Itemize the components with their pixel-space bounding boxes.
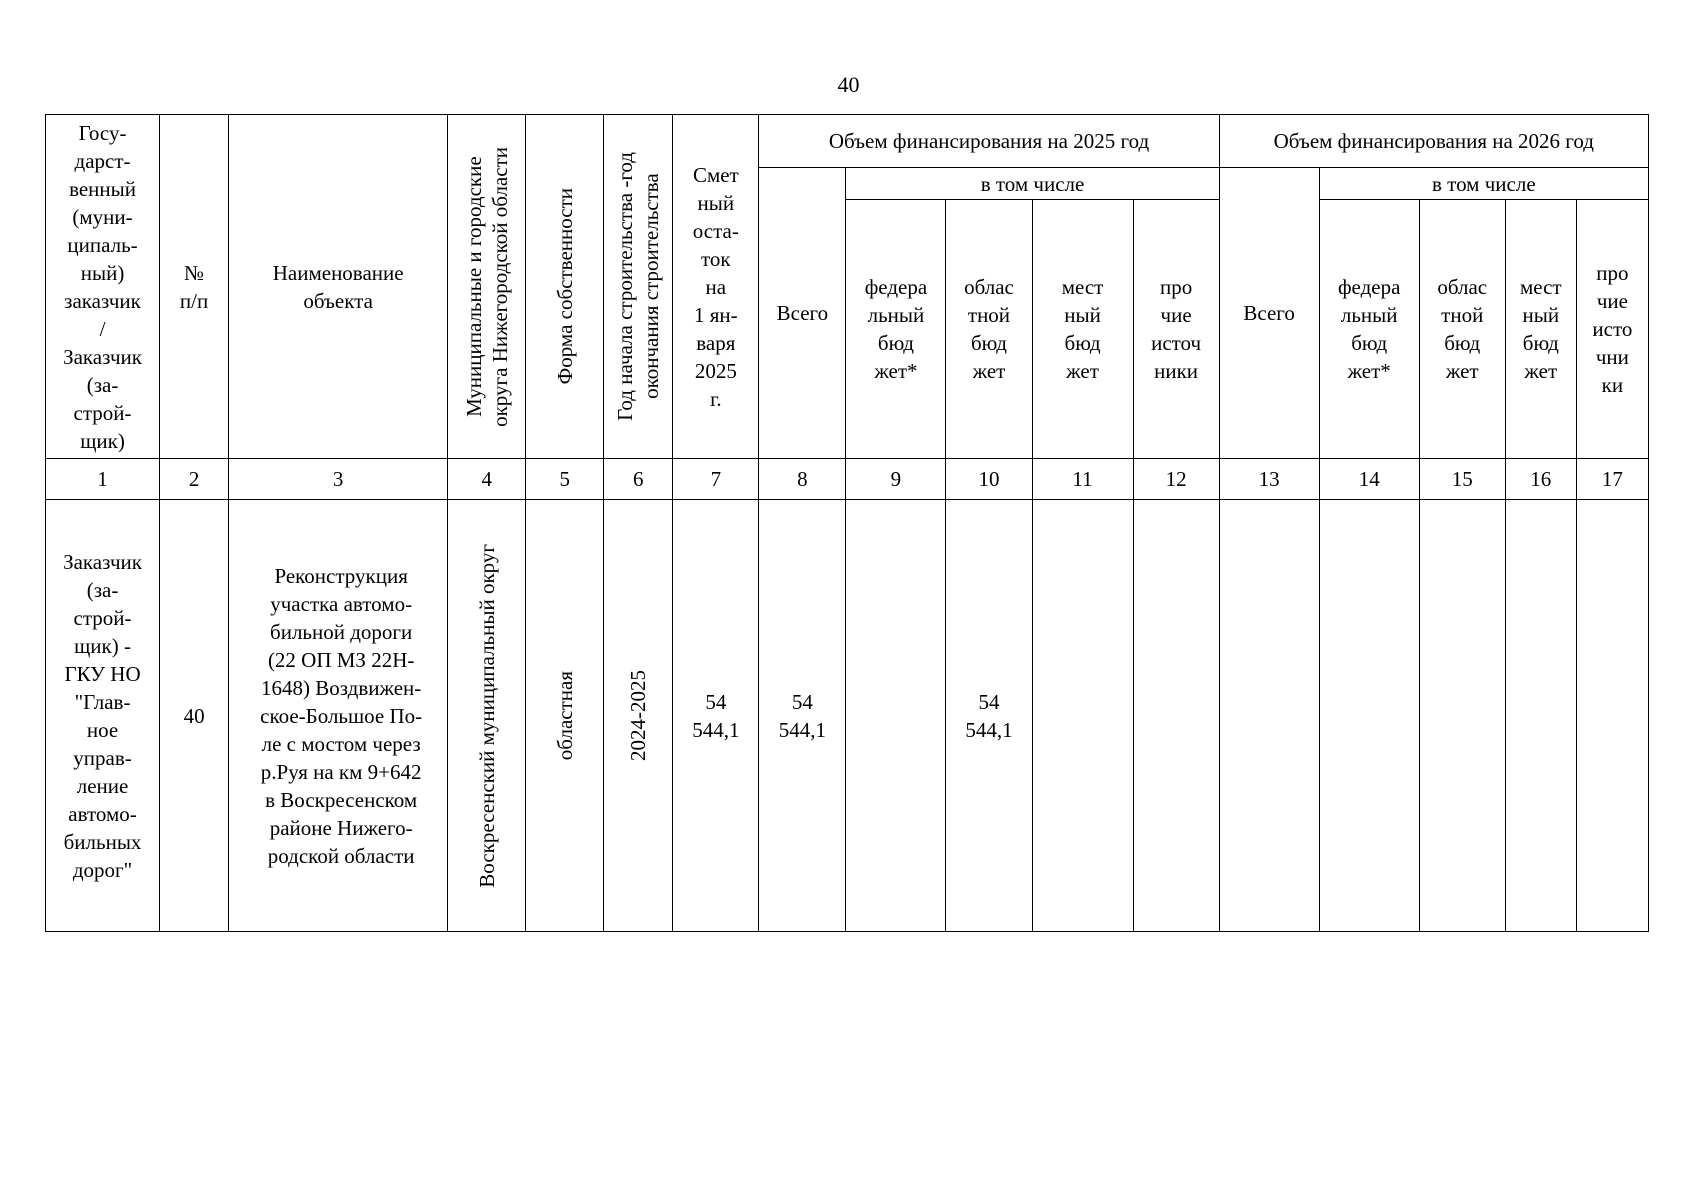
cell-municipality — [448, 500, 526, 932]
header-years — [604, 115, 673, 459]
header-funding-2025: Объем финансирования на 2025 год — [759, 115, 1219, 168]
header-number: № п/п — [160, 115, 229, 459]
header-including-2026: в том числе — [1319, 168, 1648, 200]
cell-municipality-text: Воскресенский муниципальный округ — [474, 543, 499, 888]
cell-years-text: 2024-2025 — [626, 670, 651, 761]
column-number: 10 — [946, 459, 1032, 500]
cell-local-2025 — [1032, 500, 1133, 932]
table-row — [46, 500, 1649, 932]
column-number: 6 — [604, 459, 673, 500]
column-number: 16 — [1505, 459, 1576, 500]
cell-customer: Заказчик (за- строй- щик) - ГКУ НО "Глав- ное управ- ление автомо- бильных дорог" — [46, 500, 160, 932]
cell-total-2025: 54 544,1 — [759, 500, 846, 932]
cell-number: 40 — [160, 500, 229, 932]
header-local-2025: мест ный бюд жет — [1032, 200, 1133, 459]
column-number: 7 — [673, 459, 759, 500]
header-estimated-balance: Смет ный оста- ток на 1 ян- варя 2025 г. — [673, 115, 759, 459]
header-other-2026: про чие исто чни ки — [1576, 200, 1648, 459]
column-number: 14 — [1319, 459, 1419, 500]
cell-object-name: Реконструкция участка автомо- бильной дороги (22 ОП МЗ 22Н- 1648) Воздвижен- ское-Большое По- ле с мостом через р.Руя на км 9+642 в Воскресенском районе Нижего- родской области — [229, 500, 448, 932]
header-years-text: Год начала строительства -год окончания строительства — [613, 152, 664, 421]
cell-ownership-text: областная — [552, 670, 577, 761]
column-number: 13 — [1219, 459, 1319, 500]
header-federal-2025: федера льный бюд жет* — [846, 200, 946, 459]
header-other-2025: про чие источ ники — [1133, 200, 1219, 459]
cell-other-2026 — [1576, 500, 1648, 932]
header-local-2026: мест ный бюд жет — [1505, 200, 1576, 459]
header-municipality — [448, 115, 526, 459]
header-ownership — [526, 115, 604, 459]
investment-program-table — [45, 114, 1649, 932]
column-number: 4 — [448, 459, 526, 500]
header-municipality-text: Муниципальные и городские округа Нижегородской области — [461, 146, 512, 427]
column-number: 5 — [526, 459, 604, 500]
column-number: 15 — [1419, 459, 1505, 500]
cell-total-2026 — [1219, 500, 1319, 932]
header-ownership-text: Форма собственности — [552, 188, 577, 385]
header-row-1 — [46, 115, 1649, 168]
cell-federal-2026 — [1319, 500, 1419, 932]
header-federal-2026: федера льный бюд жет* — [1319, 200, 1419, 459]
column-number: 3 — [229, 459, 448, 500]
cell-regional-2026 — [1419, 500, 1505, 932]
cell-years — [604, 500, 673, 932]
header-funding-2026: Объем финансирования на 2026 год — [1219, 115, 1648, 168]
column-number: 8 — [759, 459, 846, 500]
cell-other-2025 — [1133, 500, 1219, 932]
column-number: 11 — [1032, 459, 1133, 500]
cell-federal-2025 — [846, 500, 946, 932]
page-number: 40 — [837, 72, 860, 97]
column-number: 9 — [846, 459, 946, 500]
header-customer: Госу- дарст- венный (муни- ципаль- ный) заказчик / Заказчик (за- строй- щик) — [46, 115, 160, 459]
header-including-2025: в том числе — [846, 168, 1219, 200]
cell-ownership — [526, 500, 604, 932]
column-number: 12 — [1133, 459, 1219, 500]
cell-regional-2025: 54 544,1 — [946, 500, 1032, 932]
header-total-2026: Всего — [1219, 168, 1319, 459]
column-number: 2 — [160, 459, 229, 500]
cell-local-2026 — [1505, 500, 1576, 932]
column-number: 1 — [46, 459, 160, 500]
column-number: 17 — [1576, 459, 1648, 500]
header-regional-2025: облас тной бюд жет — [946, 200, 1032, 459]
header-object-name: Наименование объекта — [229, 115, 448, 459]
column-numbers-row — [46, 459, 1649, 500]
cell-estimated-balance: 54 544,1 — [673, 500, 759, 932]
header-regional-2026: облас тной бюд жет — [1419, 200, 1505, 459]
header-total-2025: Всего — [759, 168, 846, 459]
